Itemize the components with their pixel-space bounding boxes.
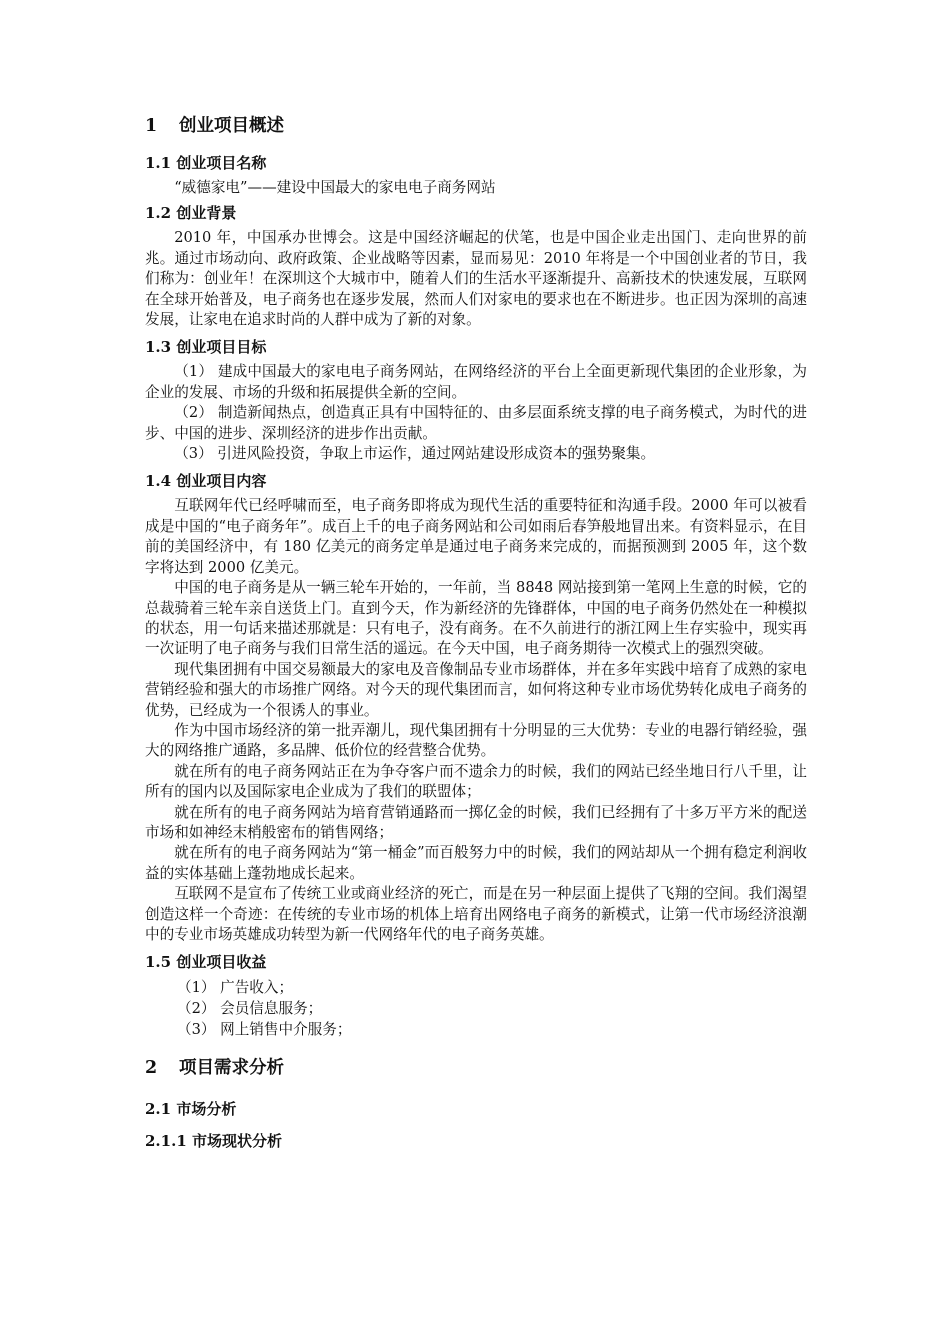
- content-paragraph-4: 作为中国市场经济的第一批弄潮儿，现代集团拥有十分明显的三大优势：专业的电器行销经验，强大的网络推广通路，多品牌、低价位的经营整合优势。: [145, 721, 807, 760]
- background-paragraph: 2010 年，中国承办世博会。这是中国经济崛起的伏笔，也是中国企业走出国门、走向世界的前兆。通过市场动向、政府政策、企业战略等因素，显而易见：2010 年将是一个中国创业者的节日，我们称为：创业年！在深圳这个大城市中，随着人们的生活水平逐渐提升、高新技术的快速发展，互联网在全球开始普及，电子商务也在逐步发展，然而人们对家电的要求也在不断进步。也正因为深圳的高速发展，让家电在追求时尚的人群中成为了新的对象。: [145, 229, 807, 329]
- content-paragraph-6: 就在所有的电子商务网站为培育营销通路而一掷亿金的时候，我们已经拥有了十多万平方米的配送市场和如神经末梢般密布的销售网络；: [145, 803, 807, 841]
- section-1-title: 创业项目概述: [179, 116, 284, 136]
- section-2-title: 项目需求分析: [179, 1058, 284, 1079]
- section-1-2-heading: 1.2 创业背景: [145, 204, 237, 223]
- content-paragraph-7: 就在所有的电子商务网站为“第一桶金”而百般努力中的时候，我们的网站却从一个拥有稳定利润收益的实体基础上蓬勃地成长起来。: [145, 844, 807, 882]
- section-1-1-heading: 1.1 创业项目名称: [145, 154, 267, 172]
- revenue-item-1: （1） 广告收入；: [177, 979, 294, 997]
- goal-paragraph-3: （3） 引进风险投资，争取上市运作，通过网站建设形成资本的强势聚集。: [174, 445, 656, 463]
- content-paragraph-5: 就在所有的电子商务网站正在为争夺客户而不遗余力的时候，我们的网站已经坐地日行八千里，让所有的国内以及国际家电企业成为了我们的联盟体；: [145, 762, 807, 801]
- section-2-heading: [145, 1054, 807, 1082]
- section-1-5-heading: 1.5 创业项目收益: [145, 953, 267, 972]
- revenue-item-3: （3） 网上销售中介服务；: [177, 1021, 352, 1039]
- section-2-1-heading: 2.1 市场分析: [145, 1100, 237, 1119]
- section-1-number: 1: [145, 116, 158, 136]
- content-paragraph-8: 互联网不是宣布了传统工业或商业经济的死亡，而是在另一种层面上提供了飞翔的空间。我们渴望创造这样一个奇迹：在传统的专业市场的机体上培育出网络电子商务的新模式，让第一代市场经济浪潮中的专业市场英雄成功转型为新一代网络年代的电子商务英雄。: [145, 885, 807, 943]
- section-2-number: 2: [145, 1058, 158, 1079]
- content-paragraph-3: 现代集团拥有中国交易额最大的家电及音像制品专业市场群体，并在多年实践中培育了成熟的家电营销经验和强大的市场推广网络。对今天的现代集团而言，如何将这种专业市场优势转化成电子商务的优势，已经成为一个很诱人的事业。: [145, 660, 807, 719]
- goal-paragraph-1: （1） 建成中国最大的家电电子商务网站，在网络经济的平台上全面更新现代集团的企业形象，为企业的发展、市场的升级和拓展提供全新的空间。: [145, 363, 807, 401]
- revenue-item-2: （2） 会员信息服务；: [177, 1000, 323, 1018]
- section-1-3-heading: 1.3 创业项目目标: [145, 338, 267, 357]
- content-paragraph-2: 中国的电子商务是从一辆三轮车开始的，一年前，当 8848 网站接到第一笔网上生意的时候，它的总裁骑着三轮车亲自送货上门。直到今天，作为新经济的先锋群体，中国的电子商务仍然处在一种模拟的状态，用一句话来描述那就是：只有电子，没有商务。在不久前进行的浙江网上生存实验中，现实再一次证明了电子商务与我们日常生活的遥远。在今天中国，电子商务期待一次模式上的强烈突破。: [145, 579, 807, 658]
- document-page: [145, 112, 807, 1156]
- content-paragraph-1: 互联网年代已经呼啸而至，电子商务即将成为现代生活的重要特征和沟通手段。2000 年可以被看成是中国的“电子商务年”。成百上千的电子商务网站和公司如雨后春笋般地冒出来。有资料显示，在目前的美国经济中，有 180 亿美元的商务定单是通过电子商务来完成的，而据预测到 2005 年，这个数字将达到 2000 亿美元。: [145, 497, 807, 576]
- section-1-heading: [145, 112, 807, 140]
- section-2-1-1-heading: 2.1.1 市场现状分析: [145, 1132, 282, 1151]
- project-name-text: “威德家电”——建设中国最大的家电电子商务网站: [174, 179, 496, 196]
- revenue-list: [145, 977, 807, 1040]
- section-1-4-heading: 1.4 创业项目内容: [145, 472, 267, 491]
- goal-paragraph-2: （2） 制造新闻热点，创造真正具有中国特征的、由多层面系统支撑的电子商务模式，为时代的进步、中国的进步、深圳经济的进步作出贡献。: [145, 404, 807, 442]
